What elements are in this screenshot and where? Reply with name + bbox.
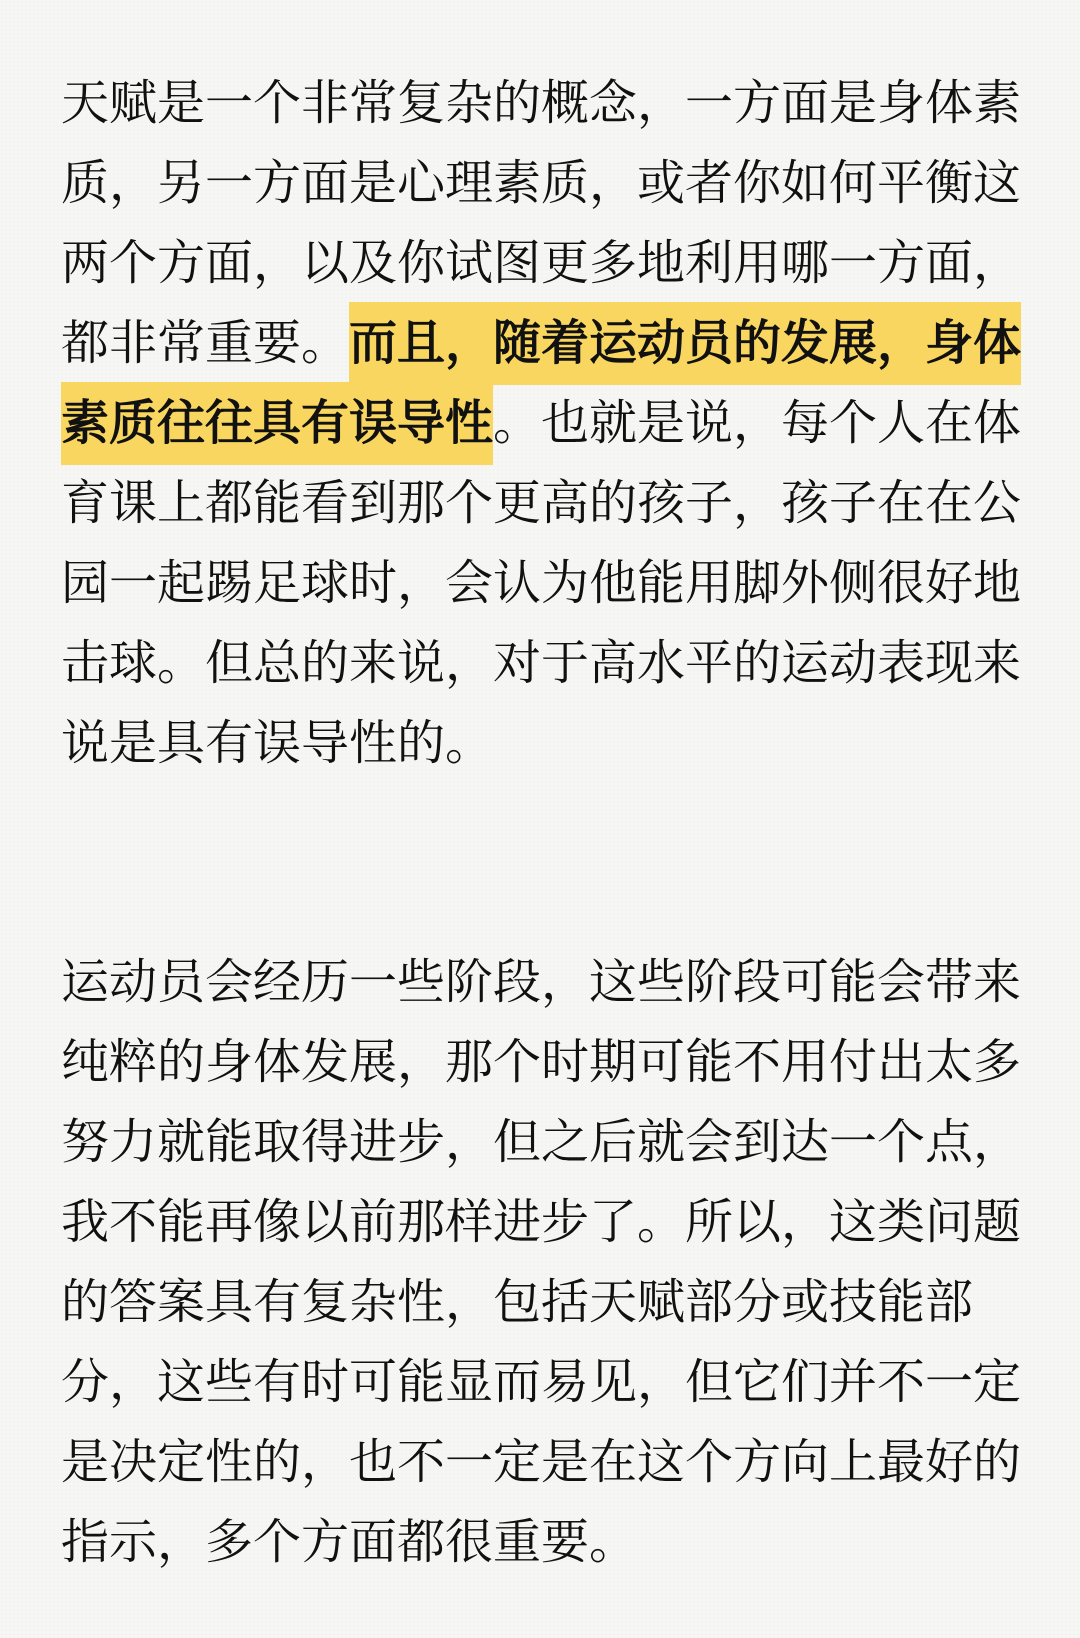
paragraph-1-text-before: 天赋是一个非常复杂的概念，一方面是身体素质，另一方面是心理素质，或者你如何平衡这两个方面，以及你试图更多地利用哪一方面，都非常重要。 (61, 75, 1022, 371)
paragraph-1-text-after: 。也就是说，每个人在体育课上都能看到那个更高的孩子，孩子在在公园一起踢足球时，会认为他能用脚外侧很好地击球。但总的来说，对于高水平的运动表现来说是具有误导性的。 (61, 395, 1022, 771)
paragraph-2: 运动员会经历一些阶段，这些阶段可能会带来纯粹的身体发展，那个时期可能不用付出太多努力就能取得进步，但之后就会到达一个点，我不能再像以前那样进步了。所以，这类问题的答案具有复杂性，包括天赋部分或技能部分，这些有时可能显而易见，但它们并不一定是决定性的，也不一定是在这个方向上最好的指示，多个方面都很重要。 (61, 954, 1022, 1570)
highlighted-text: 而且，随着运动员的发展，身体素质往往具有误导性 (61, 302, 1021, 465)
paragraph-1 (61, 63, 1023, 783)
